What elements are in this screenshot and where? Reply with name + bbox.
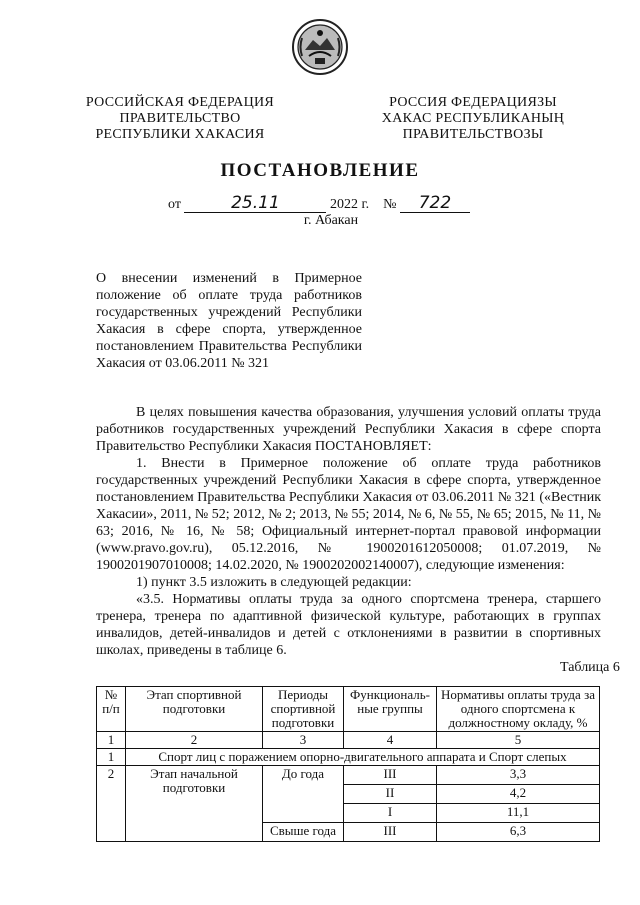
header-right-line: ХАКАС РЕСПУБЛИКАНЫҢ [381,111,565,126]
body-paragraph: «3.5. Нормативы оплаты труда за одного спортсмена тренера, старшего тренера, тренера по адаптивной физической культуре, работающих в группах инвалидов, детей-инвалидов и детей с отклонениями в развитии в спортивных школах, приведены в таблице 6. [96,592,601,658]
table-caption: Таблица 6 [560,660,620,675]
group-cell: I [344,804,437,823]
period-cell: Свыше года [263,823,344,842]
handwritten-number: 722 [400,194,470,213]
column-number-cell: 3 [263,732,344,749]
value-cell: 4,2 [437,785,600,804]
section-row [97,749,600,766]
body-paragraph: 1) пункт 3.5 изложить в следующей редакции: [136,575,412,590]
column-number-cell: 4 [344,732,437,749]
handwritten-date: 25.11 [184,194,326,213]
value-cell: 6,3 [437,823,600,842]
period-cell: До года [263,766,344,823]
document-title: ПОСТАНОВЛЕНИЕ [220,160,420,181]
header-cell: Этап спортивной подготовки [126,687,263,732]
column-number-cell: 1 [97,732,126,749]
header-cell: Периоды спортивной подготовки [263,687,344,732]
column-number-cell: 5 [437,732,600,749]
section-row-title: Спорт лиц с поражением опорно-двигательного аппарата и Спорт слепых [126,749,600,766]
value-cell: 3,3 [437,766,600,785]
group-cell: III [344,823,437,842]
header-cell: Функциональ-ные группы [344,687,437,732]
column-number-row [97,732,600,749]
city-label: г. Абакан [303,213,359,228]
document-subject: О внесении изменений в Примерное положение об оплате труда работников государственных учреждений Республики Хакасия в сфере спорта, утвержденное постановлением Правительства Республики Хакасия от 03.06.2011 № 321 [96,271,362,371]
header-right-line: ПРАВИТЕЛЬСТВОЗЫ [402,127,544,142]
group-cell: III [344,766,437,785]
table-row [97,766,600,785]
norms-table [96,686,600,842]
header-right-block [358,95,588,143]
header-cell: № п/п [97,687,126,732]
header-left-line: ПРАВИТЕЛЬСТВО [119,111,241,126]
column-number-cell: 2 [126,732,263,749]
row-number-cell: 2 [97,766,126,842]
body-paragraph: В целях повышения качества образования, улучшения условий оплаты труда работников государственных учреждений Республики Хакасия в сфере спорта Правительство Республики Хакасия ПОСТАНОВЛЯЕТ: [96,405,601,454]
date-prefix: от [168,197,181,212]
group-cell: II [344,785,437,804]
date-number-line [168,194,498,213]
header-right-line: РОССИЯ ФЕДЕРАЦИЯЗЫ [389,95,557,110]
number-sign: № [383,197,397,212]
header-left-line: РЕСПУБЛИКИ ХАКАСИЯ [95,127,265,142]
document-body [96,404,601,659]
header-cell: Нормативы оплаты труда за одного спортсмена к должностному окладу, % [437,687,600,732]
section-row-number: 1 [97,749,126,766]
table-header-row [97,687,600,732]
year-label: 2022 г. [329,197,370,212]
header-left-line: РОССИЙСКАЯ ФЕДЕРАЦИЯ [85,95,275,110]
coat-of-arms-emblem [291,18,349,76]
stage-cell: Этап начальной подготовки [126,766,263,842]
header-left-block [70,95,290,143]
value-cell: 11,1 [437,804,600,823]
body-paragraph: 1. Внести в Примерное положение об оплате труда работников государственных учреждений Республики Хакасия в сфере спорта, утвержденное постановлением Правительства Республики Хакасия от 03.06.2011 № 321 («Вестник Хакасии», 2011, № 52; 2012, № 2; 2013, № 55; 2014, № 6, № 55, № 65; 2015, № 11, № 63; 2016, № 16, № 58; Официальный интернет-портал правовой информации (www.pravo.gov.ru), 05.12.2016, № 1900201612050008; 01.07.2019, № 1900201907010008; 14.02.2020, № 1900202002140007), следующие изменения: [96,456,601,573]
